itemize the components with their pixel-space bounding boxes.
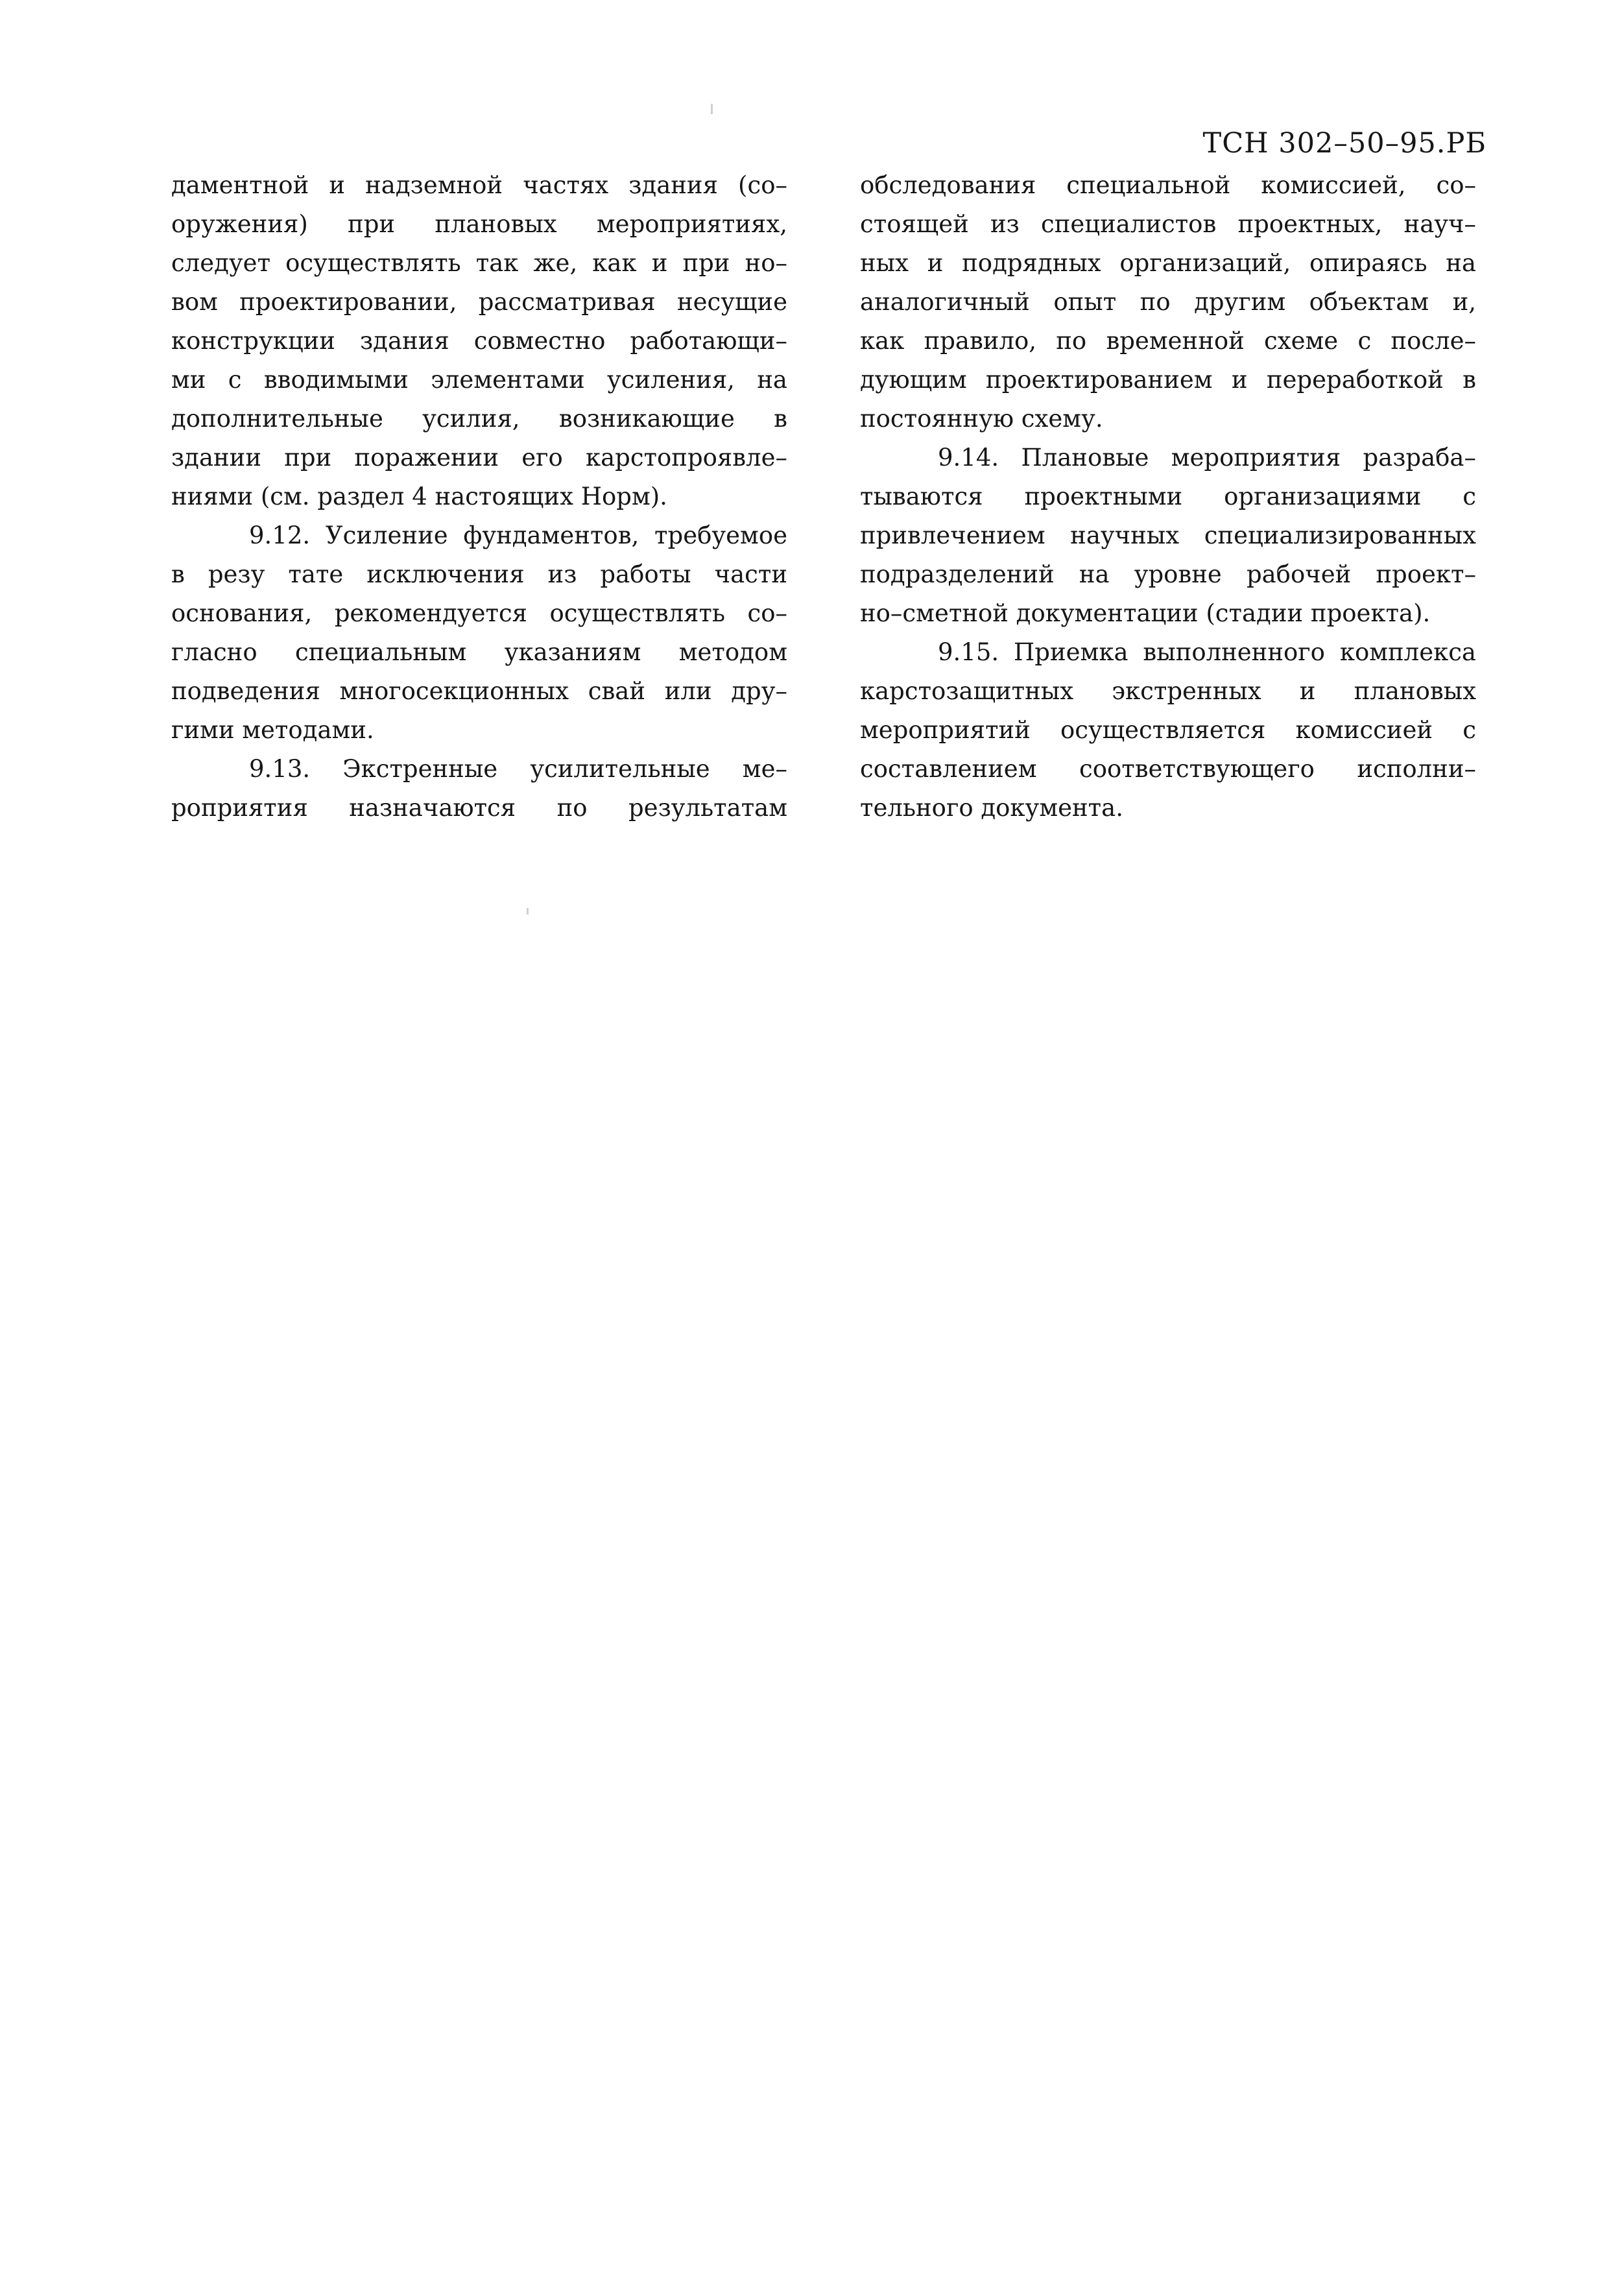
right-text-column xyxy=(860,166,1476,828)
text-line: в резу тате исключения из работы части xyxy=(171,560,787,588)
text-line: даментной и надземной частях здания (со– xyxy=(171,171,787,199)
text-line: стоящей из специалистов проектных, науч– xyxy=(860,210,1476,238)
text-line: ми с вводимыми элементами усиления, на xyxy=(171,366,787,394)
paragraph-9-13-start: 9.13. Экстренные усилительные ме– xyxy=(249,755,787,783)
text-line: дополнительные усилия, возникающие в xyxy=(171,405,787,433)
text-line: основания, рекомендуется осуществлять со– xyxy=(171,599,787,627)
text-line: оружения) при плановых мероприятиях, xyxy=(171,210,787,238)
text-line: следует осуществлять так же, как и при но– xyxy=(171,249,787,277)
text-line: аналогичный опыт по другим объектам и, xyxy=(860,288,1476,316)
text-line: ных и подрядных организаций, опираясь на xyxy=(860,249,1476,277)
text-line: здании при поражении его карстопроявле– xyxy=(171,444,787,472)
document-code-header: ТСН 302–50–95.РБ xyxy=(1202,127,1487,160)
text-line: подведения многосекционных свай или дру– xyxy=(171,677,787,705)
text-line: ниями (см. раздел 4 настоящих Норм). xyxy=(171,483,667,510)
text-line: конструкции здания совместно работающи– xyxy=(171,327,787,355)
text-line: подразделений на уровне рабочей проект– xyxy=(860,560,1476,588)
text-line: вом проектировании, рассматривая несущие xyxy=(171,288,787,316)
text-line: составлением соответствующего исполни– xyxy=(860,755,1476,783)
left-text-column xyxy=(171,166,787,828)
text-line: обследования специальной комиссией, со– xyxy=(860,171,1476,199)
text-line: привлечением научных специализированных xyxy=(860,521,1476,549)
text-line: роприятия назначаются по результатам xyxy=(171,794,787,822)
paragraph-9-14-start: 9.14. Плановые мероприятия разраба– xyxy=(938,444,1476,472)
text-line: мероприятий осуществляется комиссией с xyxy=(860,716,1476,744)
paragraph-9-12-start: 9.12. Усиление фундаментов, требуемое xyxy=(249,521,787,549)
text-line: постоянную схему. xyxy=(860,405,1103,433)
scan-speck xyxy=(527,908,529,915)
text-line: но–сметной документации (стадии проекта). xyxy=(860,599,1431,627)
text-line: гласно специальным указаниям методом xyxy=(171,638,787,666)
scan-speck xyxy=(711,104,713,114)
paragraph-9-15-start: 9.15. Приемка выполненного комплекса xyxy=(938,638,1476,666)
text-line: как правило, по временной схеме с после– xyxy=(860,327,1476,355)
text-line: тельного документа. xyxy=(860,794,1123,822)
text-line: карстозащитных экстренных и плановых xyxy=(860,677,1476,705)
text-line: гими методами. xyxy=(171,716,374,744)
text-line: тываются проектными организациями с xyxy=(860,483,1476,510)
text-line: дующим проектированием и переработкой в xyxy=(860,366,1476,394)
